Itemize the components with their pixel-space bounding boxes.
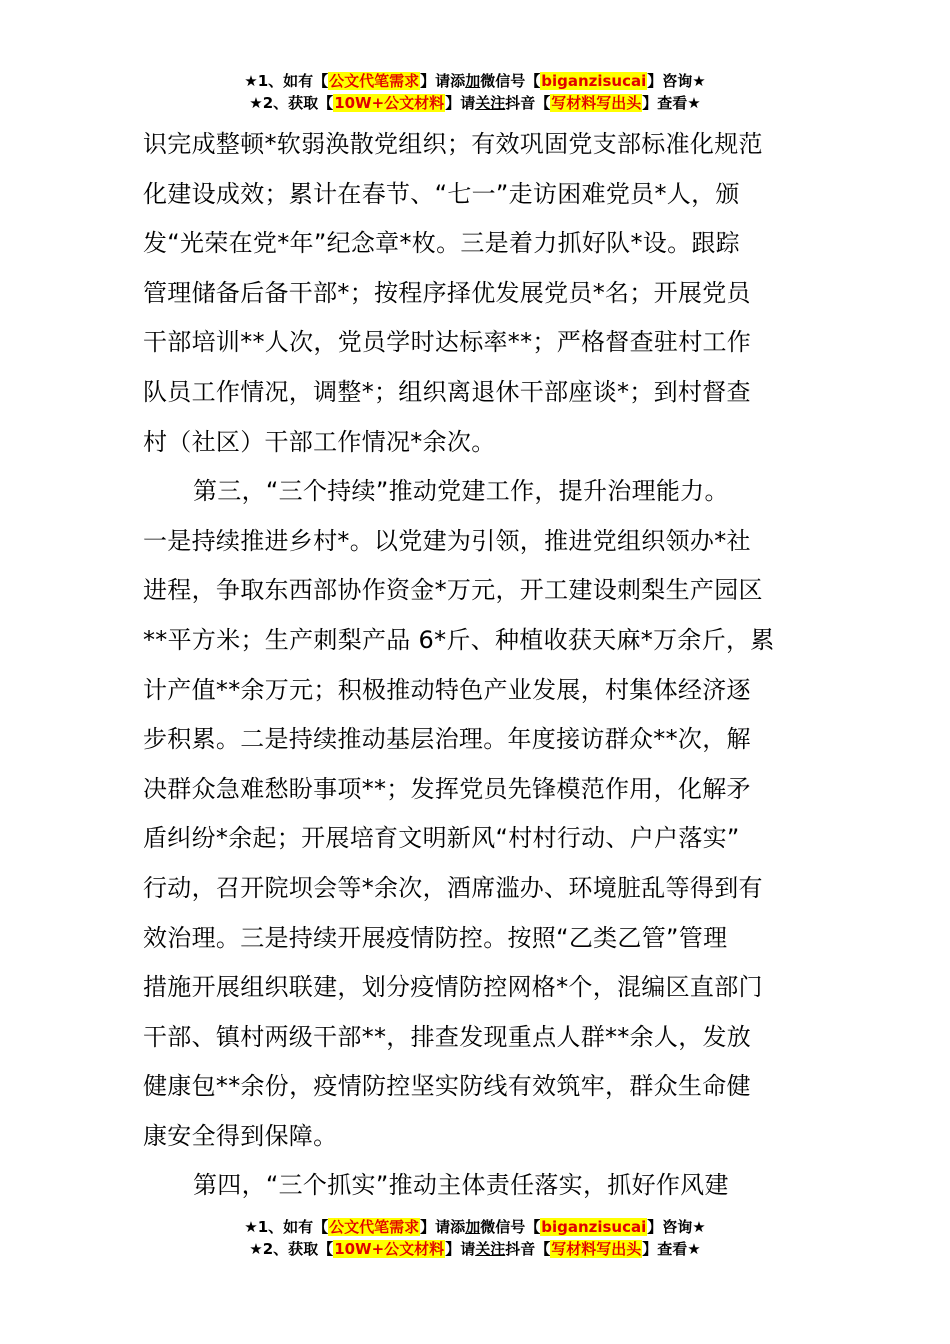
highlight-douyin: 写材料写出头 (551, 94, 642, 112)
banner-line-1: ★1、如有【公文代笔需求】请添加微信号【biganzisucai】咨询★ (244, 1218, 706, 1236)
text-line: 措施开展组织联建，划分疫情防控网格*个，混编区直部门 (143, 973, 763, 1002)
text-line: 一是持续推进乡村*。以党建为引领，推进党组织领办*社 (143, 526, 751, 555)
document-body (143, 120, 811, 1211)
text-line: 干部培训**人次，党员学时达标率**；严格督查驻村工作 (143, 328, 752, 357)
text-line: 健康包**余份，疫情防控坚实防线有效筑牢，群众生命健 (143, 1072, 751, 1101)
highlight-wechat-id: biganzisucai (541, 1218, 647, 1236)
text-line: 效治理。三是持续开展疫情防控。按照“乙类乙管”管理 (143, 923, 728, 952)
text-line: 步积累。二是持续推动基层治理。年度接访群众**次，解 (143, 725, 751, 754)
highlight-wechat-id: biganzisucai (541, 72, 647, 90)
text-line: 盾纠纷*余起；开展培育文明新风“村村行动、户户落实” (143, 824, 740, 853)
highlight-service: 公文代笔需求 (329, 72, 420, 90)
text-line: 发“光荣在党*年”纪念章*枚。三是着力抓好队*设。跟踪 (143, 229, 740, 258)
text-line: 决群众急难愁盼事项**；发挥党员先锋模范作用，化解矛 (143, 774, 751, 803)
section-heading-fourth: 第四，“三个抓实”推动主体责任落实，抓好作风建 (193, 1171, 729, 1200)
text-line: 识完成整顿*软弱涣散党组织；有效巩固党支部标准化规范 (143, 130, 763, 158)
banner-line-1: ★1、如有【公文代笔需求】请添加微信号【biganzisucai】咨询★ (244, 72, 706, 90)
highlight-service: 公文代笔需求 (329, 1218, 420, 1236)
highlight-materials: 10W+公文材料 (334, 1240, 445, 1258)
section-heading-third: 第三，“三个持续”推动党建工作，提升治理能力。 (193, 477, 729, 506)
footer-banner (0, 1216, 950, 1260)
text-line: 队员工作情况，调整*；组织离退休干部座谈*；到村督查 (143, 377, 751, 406)
text-line: 干部、镇村两级干部**，排查发现重点人群**余人，发放 (143, 1022, 752, 1051)
highlight-douyin: 写材料写出头 (551, 1240, 642, 1258)
text-line: 进程，争取东西部协作资金*万元，开工建设刺梨生产园区 (143, 576, 763, 605)
text-line: 化建设成效；累计在春节、“七一”走访困难党员*人，颁 (143, 179, 740, 208)
banner-line-2: ★2、获取【10W+公文材料】请关注抖音【写材料写出头】查看★ (249, 94, 701, 112)
highlight-materials: 10W+公文材料 (334, 94, 445, 112)
text-line: 康安全得到保障。 (143, 1121, 338, 1150)
text-line: **平方米；生产刺梨产品 6*斤、种植收获天麻*万余斤，累 (143, 625, 775, 654)
text-line: 村（社区）干部工作情况*余次。 (143, 427, 496, 456)
header-banner (0, 70, 950, 114)
text-line: 计产值**余万元；积极推动特色产业发展，村集体经济逐 (143, 675, 751, 704)
text-line: 行动，召开院坝会等*余次，酒席滥办、环境脏乱等得到有 (143, 873, 763, 902)
text-line: 管理储备后备干部*；按程序择优发展党员*名；开展党员 (143, 278, 751, 307)
banner-line-2: ★2、获取【10W+公文材料】请关注抖音【写材料写出头】查看★ (249, 1240, 701, 1258)
